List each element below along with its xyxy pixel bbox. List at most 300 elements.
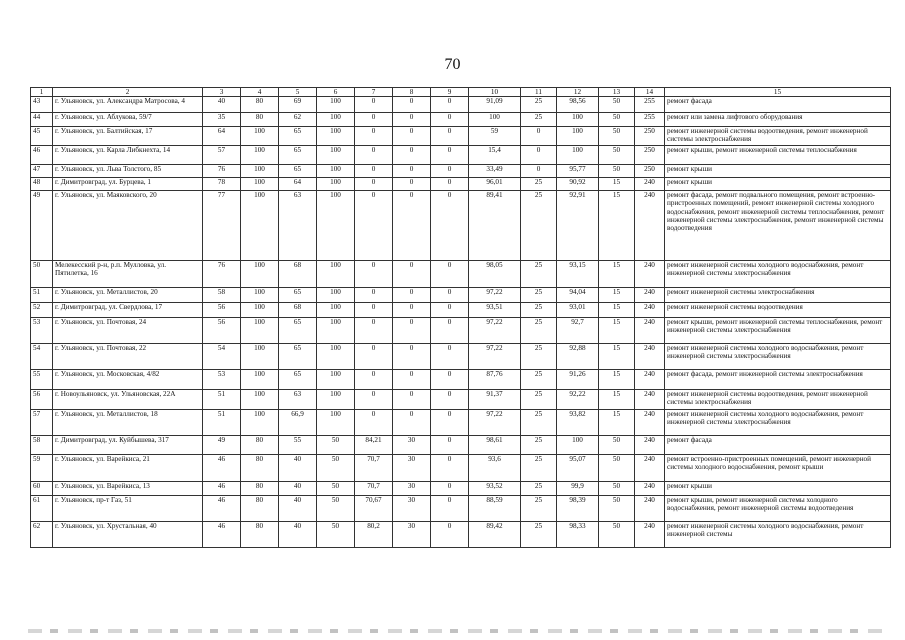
value-cell: 80 [241,496,279,522]
value-cell: 51 [203,410,241,436]
value-cell: 0 [355,261,393,288]
value-cell: 0 [431,97,469,113]
value-cell: 250 [635,146,665,165]
value-cell: 70,67 [355,496,393,522]
value-cell: 25 [521,113,557,127]
value-cell: 25 [521,288,557,303]
value-cell: 0 [431,288,469,303]
row-number-cell: 51 [31,288,53,303]
address-cell: г. Ульяновск, ул. Аблукова, 59/7 [53,113,203,127]
value-cell: 0 [355,303,393,318]
value-cell: 55 [279,436,317,455]
value-cell: 25 [521,344,557,370]
value-cell: 0 [355,97,393,113]
value-cell: 240 [635,303,665,318]
table-row [31,165,891,178]
value-cell: 95,77 [557,165,599,178]
value-cell: 0 [355,191,393,261]
value-cell: 65 [279,146,317,165]
value-cell: 250 [635,165,665,178]
value-cell: 49 [203,436,241,455]
value-cell: 50 [599,522,635,548]
value-cell: 240 [635,178,665,191]
value-cell: 100 [317,390,355,410]
header-cell: 11 [521,88,557,97]
header-cell: 10 [469,88,521,97]
value-cell: 0 [431,178,469,191]
value-cell: 100 [317,303,355,318]
table-row [31,496,891,522]
header-cell: 1 [31,88,53,97]
value-cell: 0 [393,303,431,318]
value-cell: 50 [317,482,355,496]
table-row [31,436,891,455]
value-cell: 100 [317,178,355,191]
works-cell: ремонт крыши, ремонт инженерной системы теплоснабжения [665,146,891,165]
header-cell: 15 [665,88,891,97]
address-cell: г. Ульяновск, ул. Металлистов, 20 [53,288,203,303]
value-cell: 76 [203,165,241,178]
value-cell: 64 [279,178,317,191]
table-row [31,146,891,165]
works-cell: ремонт фасада, ремонт подвального помещения, ремонт встроенно-пристроенных помещений, ремонт инженерной системы холодного водоснабжения, ремонт инженерной системы теплоснабжения, ремонт инженерной системы электроснабжения, ремонт инженерной системы водоотведения [665,191,891,261]
value-cell: 93,52 [469,482,521,496]
value-cell: 250 [635,127,665,146]
table-row [31,344,891,370]
value-cell: 0 [431,113,469,127]
row-number-cell: 58 [31,436,53,455]
value-cell: 50 [599,127,635,146]
value-cell: 80 [241,436,279,455]
address-cell: Мелекесский р-н, р.п. Мулловка, ул. Пятилетка, 16 [53,261,203,288]
value-cell: 100 [241,303,279,318]
value-cell: 240 [635,455,665,482]
value-cell: 240 [635,344,665,370]
value-cell: 92,7 [557,318,599,344]
value-cell: 46 [203,455,241,482]
value-cell: 30 [393,482,431,496]
scan-bleed-strip [28,629,890,633]
value-cell: 25 [521,370,557,390]
value-cell: 50 [599,455,635,482]
value-cell: 25 [521,178,557,191]
row-number-cell: 45 [31,127,53,146]
header-cell: 8 [393,88,431,97]
value-cell: 100 [241,165,279,178]
value-cell: 50 [317,436,355,455]
value-cell: 0 [393,146,431,165]
value-cell: 76 [203,261,241,288]
value-cell: 0 [355,370,393,390]
value-cell: 97,22 [469,318,521,344]
value-cell: 65 [279,127,317,146]
value-cell: 240 [635,482,665,496]
value-cell: 0 [393,288,431,303]
value-cell: 30 [393,455,431,482]
value-cell: 88,59 [469,496,521,522]
value-cell: 100 [317,191,355,261]
table-row [31,261,891,288]
value-cell: 54 [203,344,241,370]
value-cell: 100 [317,146,355,165]
header-cell: 4 [241,88,279,97]
value-cell: 0 [431,390,469,410]
value-cell: 50 [599,165,635,178]
row-number-cell: 54 [31,344,53,370]
value-cell: 25 [521,390,557,410]
value-cell: 98,56 [557,97,599,113]
works-cell: ремонт инженерной системы холодного водоснабжения, ремонт инженерной системы электроснабжения [665,261,891,288]
value-cell: 240 [635,370,665,390]
value-cell: 80 [241,113,279,127]
table-row [31,482,891,496]
works-cell: ремонт инженерной системы водоотведения, ремонт инженерной системы электроснабжения [665,390,891,410]
value-cell: 15 [599,303,635,318]
value-cell: 0 [431,436,469,455]
value-cell: 0 [431,496,469,522]
value-cell: 15 [599,410,635,436]
value-cell: 56 [203,303,241,318]
value-cell: 89,41 [469,191,521,261]
address-cell: г. Ульяновск, ул. Московская, 4/82 [53,370,203,390]
value-cell: 77 [203,191,241,261]
address-cell: г. Димитровград, ул. Бурцева, 1 [53,178,203,191]
value-cell: 93,82 [557,410,599,436]
value-cell: 0 [431,482,469,496]
value-cell: 68 [279,261,317,288]
value-cell: 100 [317,261,355,288]
value-cell: 92,88 [557,344,599,370]
header-cell: 6 [317,88,355,97]
value-cell: 15 [599,390,635,410]
address-cell: г. Новоульяновск, ул. Ульяновская, 22А [53,390,203,410]
value-cell: 97,22 [469,410,521,436]
value-cell: 59 [469,127,521,146]
value-cell: 15,4 [469,146,521,165]
works-cell: ремонт инженерной системы электроснабжения [665,288,891,303]
table-row [31,97,891,113]
works-cell: ремонт крыши, ремонт инженерной системы теплоснабжения, ремонт инженерной системы электроснабжения [665,318,891,344]
value-cell: 0 [431,303,469,318]
value-cell: 87,76 [469,370,521,390]
value-cell: 240 [635,288,665,303]
value-cell: 0 [355,318,393,344]
table-row [31,455,891,482]
value-cell: 255 [635,113,665,127]
value-cell: 50 [599,113,635,127]
value-cell: 96,01 [469,178,521,191]
value-cell: 0 [431,410,469,436]
value-cell: 80,2 [355,522,393,548]
value-cell: 25 [521,261,557,288]
value-cell: 0 [393,113,431,127]
value-cell: 0 [431,165,469,178]
value-cell: 40 [279,482,317,496]
value-cell: 80 [241,482,279,496]
value-cell: 100 [241,288,279,303]
value-cell: 93,6 [469,455,521,482]
value-cell: 100 [241,318,279,344]
table-row [31,303,891,318]
row-number-cell: 59 [31,455,53,482]
table-row [31,127,891,146]
value-cell: 100 [241,261,279,288]
value-cell: 240 [635,318,665,344]
value-cell: 95,07 [557,455,599,482]
value-cell: 56 [203,318,241,344]
works-cell: ремонт фасада [665,97,891,113]
value-cell: 25 [521,436,557,455]
value-cell: 50 [317,522,355,548]
works-cell: ремонт встроенно-пристроенных помещений, ремонт инженерной системы холодного водоснабжения, ремонт крыши [665,455,891,482]
page-number: 70 [444,56,461,73]
row-number-cell: 43 [31,97,53,113]
header-cell: 5 [279,88,317,97]
value-cell: 51 [203,390,241,410]
row-number-cell: 62 [31,522,53,548]
value-cell: 80 [241,97,279,113]
value-cell: 40 [279,522,317,548]
value-cell: 50 [599,496,635,522]
value-cell: 80 [241,455,279,482]
value-cell: 89,42 [469,522,521,548]
value-cell: 0 [393,390,431,410]
header-row [31,88,891,97]
value-cell: 25 [521,455,557,482]
value-cell: 0 [431,146,469,165]
table-row [31,522,891,548]
table-row [31,410,891,436]
row-number-cell: 53 [31,318,53,344]
value-cell: 50 [317,496,355,522]
header-cell: 3 [203,88,241,97]
row-number-cell: 52 [31,303,53,318]
value-cell: 30 [393,522,431,548]
value-cell: 65 [279,344,317,370]
value-cell: 50 [599,436,635,455]
value-cell: 93,01 [557,303,599,318]
works-cell: ремонт инженерной системы холодного водоснабжения, ремонт инженерной системы электроснабжения [665,344,891,370]
row-number-cell: 57 [31,410,53,436]
header-cell: 12 [557,88,599,97]
value-cell: 53 [203,370,241,390]
value-cell: 100 [317,127,355,146]
value-cell: 62 [279,113,317,127]
value-cell: 58 [203,288,241,303]
value-cell: 100 [317,113,355,127]
works-cell: ремонт крыши [665,482,891,496]
value-cell: 0 [393,127,431,146]
value-cell: 0 [431,191,469,261]
value-cell: 100 [469,113,521,127]
value-cell: 100 [241,178,279,191]
address-cell: г. Ульяновск, ул. Маяковского, 20 [53,191,203,261]
value-cell: 240 [635,436,665,455]
value-cell: 69 [279,97,317,113]
value-cell: 50 [599,146,635,165]
address-cell: г. Ульяновск, ул. Варейкиса, 13 [53,482,203,496]
value-cell: 240 [635,522,665,548]
value-cell: 100 [317,165,355,178]
row-number-cell: 44 [31,113,53,127]
value-cell: 0 [355,165,393,178]
value-cell: 0 [355,390,393,410]
value-cell: 65 [279,165,317,178]
value-cell: 240 [635,410,665,436]
value-cell: 100 [557,146,599,165]
row-number-cell: 48 [31,178,53,191]
value-cell: 0 [521,127,557,146]
value-cell: 46 [203,482,241,496]
value-cell: 240 [635,191,665,261]
value-cell: 35 [203,113,241,127]
value-cell: 100 [317,344,355,370]
row-number-cell: 60 [31,482,53,496]
value-cell: 63 [279,390,317,410]
works-cell: ремонт инженерной системы водоотведения [665,303,891,318]
works-cell: ремонт или замена лифтового оборудования [665,113,891,127]
table-row [31,288,891,303]
value-cell: 65 [279,318,317,344]
header-cell: 9 [431,88,469,97]
row-number-cell: 49 [31,191,53,261]
value-cell: 0 [355,127,393,146]
value-cell: 50 [317,455,355,482]
works-cell: ремонт крыши [665,165,891,178]
value-cell: 65 [279,370,317,390]
address-cell: г. Ульяновск, ул. Хрустальная, 40 [53,522,203,548]
value-cell: 50 [599,482,635,496]
header-cell: 7 [355,88,393,97]
table-row [31,370,891,390]
value-cell: 0 [431,370,469,390]
value-cell: 0 [393,191,431,261]
value-cell: 100 [241,191,279,261]
value-cell: 25 [521,191,557,261]
value-cell: 100 [557,436,599,455]
value-cell: 100 [317,318,355,344]
value-cell: 70,7 [355,482,393,496]
value-cell: 64 [203,127,241,146]
value-cell: 97,22 [469,344,521,370]
value-cell: 92,91 [557,191,599,261]
value-cell: 100 [241,390,279,410]
value-cell: 240 [635,261,665,288]
value-cell: 91,26 [557,370,599,390]
value-cell: 40 [279,496,317,522]
works-cell: ремонт фасада [665,436,891,455]
value-cell: 25 [521,496,557,522]
value-cell: 0 [521,146,557,165]
value-cell: 0 [393,410,431,436]
value-cell: 93,51 [469,303,521,318]
table-row [31,178,891,191]
value-cell: 15 [599,178,635,191]
header-cell: 2 [53,88,203,97]
value-cell: 100 [317,370,355,390]
address-cell: г. Ульяновск, ул. Карла Либкнехта, 14 [53,146,203,165]
value-cell: 15 [599,318,635,344]
value-cell: 0 [393,370,431,390]
header-cell: 13 [599,88,635,97]
value-cell: 15 [599,261,635,288]
value-cell: 93,15 [557,261,599,288]
value-cell: 25 [521,318,557,344]
value-cell: 97,22 [469,288,521,303]
value-cell: 100 [241,146,279,165]
works-cell: ремонт крыши, ремонт инженерной системы холодного водоснабжения, ремонт инженерной системы водоотведения [665,496,891,522]
table-row [31,191,891,261]
value-cell: 25 [521,303,557,318]
value-cell: 15 [599,288,635,303]
value-cell: 25 [521,410,557,436]
value-cell: 91,09 [469,97,521,113]
value-cell: 0 [393,318,431,344]
value-cell: 46 [203,522,241,548]
value-cell: 0 [393,344,431,370]
address-cell: г. Ульяновск, ул. Льва Толстого, 85 [53,165,203,178]
value-cell: 68 [279,303,317,318]
works-cell: ремонт инженерной системы водоотведения, ремонт инженерной системы электроснабжения [665,127,891,146]
value-cell: 30 [393,436,431,455]
value-cell: 0 [431,127,469,146]
value-cell: 0 [431,344,469,370]
value-cell: 66,9 [279,410,317,436]
row-number-cell: 56 [31,390,53,410]
value-cell: 0 [431,261,469,288]
address-cell: г. Ульяновск, пр-т Газ, 51 [53,496,203,522]
row-number-cell: 55 [31,370,53,390]
value-cell: 0 [393,178,431,191]
value-cell: 98,61 [469,436,521,455]
address-cell: г. Ульяновск, ул. Варейкиса, 21 [53,455,203,482]
table-row [31,390,891,410]
row-number-cell: 47 [31,165,53,178]
address-cell: г. Ульяновск, ул. Металлистов, 18 [53,410,203,436]
address-cell: г. Ульяновск, ул. Балтийская, 17 [53,127,203,146]
address-cell: г. Ульяновск, ул. Почтовая, 22 [53,344,203,370]
value-cell: 63 [279,191,317,261]
value-cell: 0 [393,165,431,178]
value-cell: 0 [355,113,393,127]
value-cell: 0 [521,165,557,178]
value-cell: 98,39 [557,496,599,522]
value-cell: 92,22 [557,390,599,410]
address-cell: г. Димитровград, ул. Куйбышева, 317 [53,436,203,455]
table-row [31,113,891,127]
value-cell: 100 [557,113,599,127]
data-table [30,87,891,548]
value-cell: 90,92 [557,178,599,191]
value-cell: 0 [355,178,393,191]
value-cell: 15 [599,370,635,390]
value-cell: 98,33 [557,522,599,548]
address-cell: г. Ульяновск, ул. Александра Матросова, 4 [53,97,203,113]
value-cell: 0 [355,288,393,303]
value-cell: 0 [355,344,393,370]
value-cell: 100 [241,410,279,436]
value-cell: 0 [431,318,469,344]
value-cell: 100 [317,97,355,113]
value-cell: 0 [355,146,393,165]
header-cell: 14 [635,88,665,97]
value-cell: 91,37 [469,390,521,410]
value-cell: 15 [599,191,635,261]
value-cell: 30 [393,496,431,522]
value-cell: 100 [241,344,279,370]
value-cell: 50 [599,97,635,113]
value-cell: 40 [203,97,241,113]
